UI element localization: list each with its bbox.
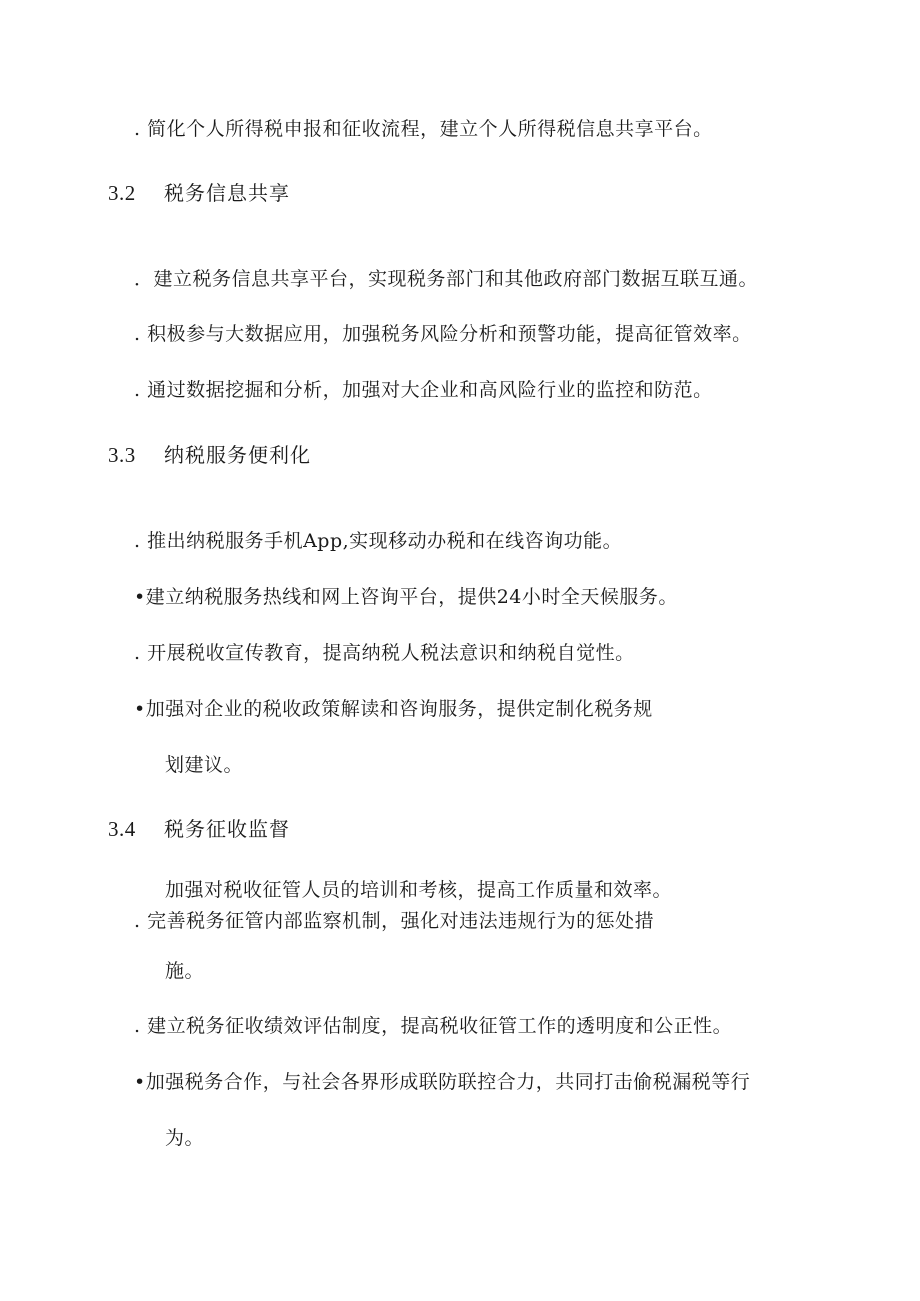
section-number: 3.3: [108, 443, 136, 467]
paragraph-line: . 建立税务征收绩效评估制度，提高税收征管工作的透明度和公正性。: [134, 1015, 733, 1037]
section-title: 纳税服务便利化: [164, 443, 311, 467]
section-heading: [108, 181, 290, 206]
paragraph-line: . 通过数据挖掘和分析，加强对大企业和高风险行业的监控和防范。: [134, 379, 713, 401]
section-number: 3.2: [108, 181, 136, 205]
paragraph-line: . 简化个人所得税申报和征收流程，建立个人所得税信息共享平台。: [134, 118, 713, 140]
paragraph-line: . 完善税务征管内部监察机制，强化对违法违规行为的惩处措: [134, 910, 655, 932]
paragraph-line: 施。: [165, 960, 205, 982]
paragraph-line: . 推出纳税服务手机App,实现移动办税和在线咨询功能。: [134, 530, 623, 552]
paragraph-line: . 开展税收宣传教育，提高纳税人税法意识和纳税自觉性。: [134, 642, 635, 664]
paragraph-line: ．建立税务信息共享平台，实现税务部门和其他政府部门数据互联互通。: [134, 268, 759, 290]
section-number: 3.4: [108, 817, 136, 841]
paragraph-line: •加强税务合作，与社会各界形成联防联控合力，共同打击偷税漏税等行: [134, 1071, 751, 1093]
paragraph-line: 为。: [165, 1127, 205, 1149]
paragraph-line: •建立纳税服务热线和网上咨询平台，提供24小时全天候服务。: [134, 586, 678, 608]
section-heading: [108, 817, 290, 842]
section-heading: [108, 443, 311, 468]
paragraph-line: •加强对企业的税收政策解读和咨询服务，提供定制化税务规: [134, 698, 653, 720]
paragraph-line: 划建议。: [165, 754, 244, 776]
paragraph-line: . 积极参与大数据应用，加强税务风险分析和预警功能，提高征管效率。: [134, 323, 752, 345]
paragraph-line: 加强对税收征管人员的培训和考核，提高工作质量和效率。: [165, 879, 673, 901]
section-title: 税务信息共享: [164, 181, 290, 205]
section-title: 税务征收监督: [164, 817, 290, 841]
